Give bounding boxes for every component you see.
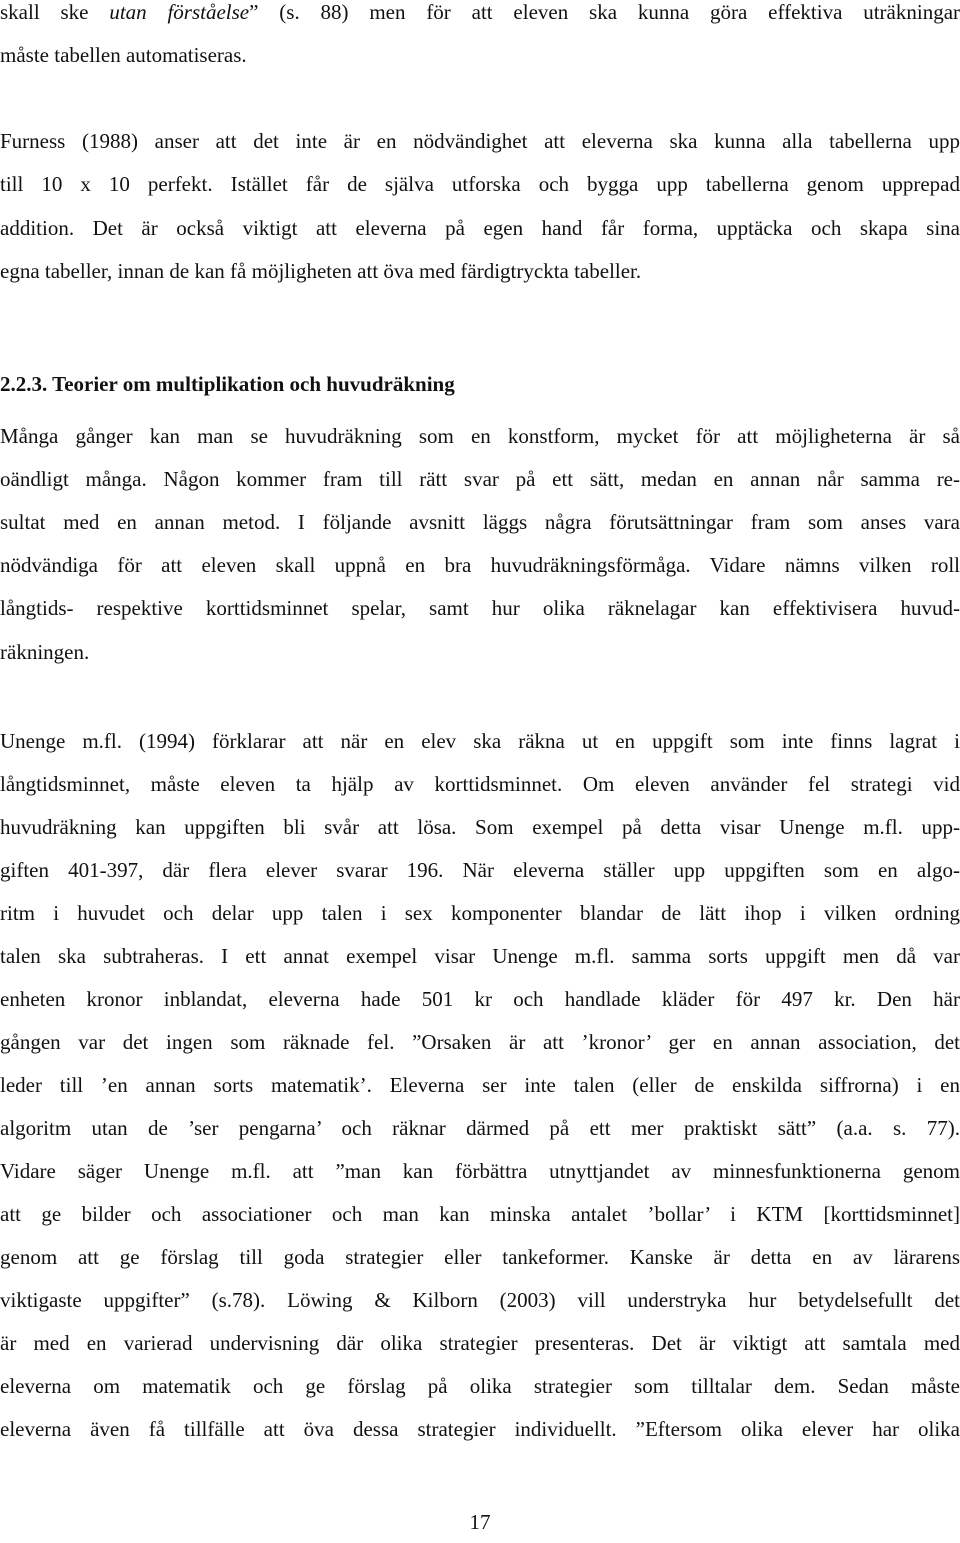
paragraph-line: oändligt många. Någon kommer fram till rätt svar på ett sätt, medan en annan når samma re- bbox=[0, 467, 960, 491]
paragraph-line: algoritm utan de ’ser pengarna’ och räknar därmed på ett mer praktiskt sätt” (a.a. s. 77). bbox=[0, 1116, 960, 1140]
paragraph-line: genom att ge förslag till goda strategier eller tankeformer. Kanske är detta en av lärarens bbox=[0, 1245, 960, 1269]
paragraph-line: är med en varierad undervisning där olika strategier presenteras. Det är viktigt att samtala med bbox=[0, 1331, 960, 1355]
paragraph-line: att ge bilder och associationer och man kan minska antalet ’bollar’ i KTM [korttidsminnet] bbox=[0, 1202, 960, 1226]
paragraph-line: sultat med en annan metod. I följande avsnitt läggs några förutsättningar fram som anses vara bbox=[0, 510, 960, 534]
paragraph-line: gången var det ingen som räknade fel. ”Orsaken är att ’kronor’ ger en annan association, det bbox=[0, 1030, 960, 1054]
intro-line-2: måste tabellen automatiseras. bbox=[0, 43, 247, 67]
paragraph-line: Vidare säger Unenge m.fl. att ”man kan förbättra utnyttjandet av minnesfunktionerna genom bbox=[0, 1159, 960, 1183]
paragraph-line: talen ska subtraheras. I ett annat exempel visar Unenge m.fl. samma sorts uppgift men då var bbox=[0, 944, 960, 968]
intro-line-1-emphasis: utan förståelse bbox=[109, 0, 250, 24]
paragraph-line: Många gånger kan man se huvudräkning som en konstform, mycket för att möjligheterna är så bbox=[0, 424, 960, 448]
paragraph-line: långtidsminnet, måste eleven ta hjälp av korttidsminnet. Om eleven använder fel strategi vid bbox=[0, 772, 960, 796]
paragraph-line: eleverna även få tillfälle att öva dessa strategier individuellt. ”Eftersom olika elever har olika bbox=[0, 1417, 960, 1441]
intro-line-1 bbox=[0, 0, 960, 24]
paragraph-line: Unenge m.fl. (1994) förklarar att när en elev ska räkna ut en uppgift som inte finns lagrat i bbox=[0, 729, 960, 753]
page-number: 17 bbox=[469, 1510, 491, 1534]
paragraph-line: ritm i huvudet och delar upp talen i sex komponenter blandar de lätt ihop i vilken ordning bbox=[0, 901, 960, 925]
paragraph-line: huvudräkning kan uppgiften bli svår att lösa. Som exempel på detta visar Unenge m.fl. upp- bbox=[0, 815, 960, 839]
paragraph-line: addition. Det är också viktigt att eleverna på egen hand får forma, upptäcka och skapa sina bbox=[0, 216, 960, 240]
paragraph-line: eleverna om matematik och ge förslag på olika strategier som tilltalar dem. Sedan måste bbox=[0, 1374, 960, 1398]
paragraph-line: egna tabeller, innan de kan få möjligheten att öva med färdigtryckta tabeller. bbox=[0, 259, 642, 283]
paragraph-line: till 10 x 10 perfekt. Istället får de själva utforska och bygga upp tabellerna genom upprepad bbox=[0, 172, 960, 196]
intro-line-1-start: skall ske bbox=[0, 0, 110, 24]
paragraph-line: nödvändiga för att eleven skall uppnå en bra huvudräkningsförmåga. Vidare nämns vilken roll bbox=[0, 553, 960, 577]
paragraph-line: räkningen. bbox=[0, 640, 90, 664]
paragraph-line: giften 401-397, där flera elever svarar 196. När eleverna ställer upp uppgiften som en algo- bbox=[0, 858, 960, 882]
section-heading: 2.2.3. Teorier om multiplikation och huvudräkning bbox=[0, 372, 455, 396]
paragraph-line: enheten kronor inblandat, eleverna hade 501 kr och handlade kläder för 497 kr. Den här bbox=[0, 987, 960, 1011]
paragraph-line: långtids- respektive korttidsminnet spelar, samt hur olika räknelagar kan effektivisera huvud- bbox=[0, 596, 960, 620]
paragraph-line: leder till ’en annan sorts matematik’. Eleverna ser inte talen (eller de enskilda siffrorna) i en bbox=[0, 1073, 960, 1097]
intro-line-1-end: ” (s. 88) men för att eleven ska kunna göra effektiva uträkningar bbox=[249, 0, 960, 24]
paragraph-line: Furness (1988) anser att det inte är en nödvändighet att eleverna ska kunna alla tabellerna upp bbox=[0, 129, 960, 153]
paragraph-line: viktigaste uppgifter” (s.78). Löwing & Kilborn (2003) vill understryka hur betydelsefullt det bbox=[0, 1288, 960, 1312]
